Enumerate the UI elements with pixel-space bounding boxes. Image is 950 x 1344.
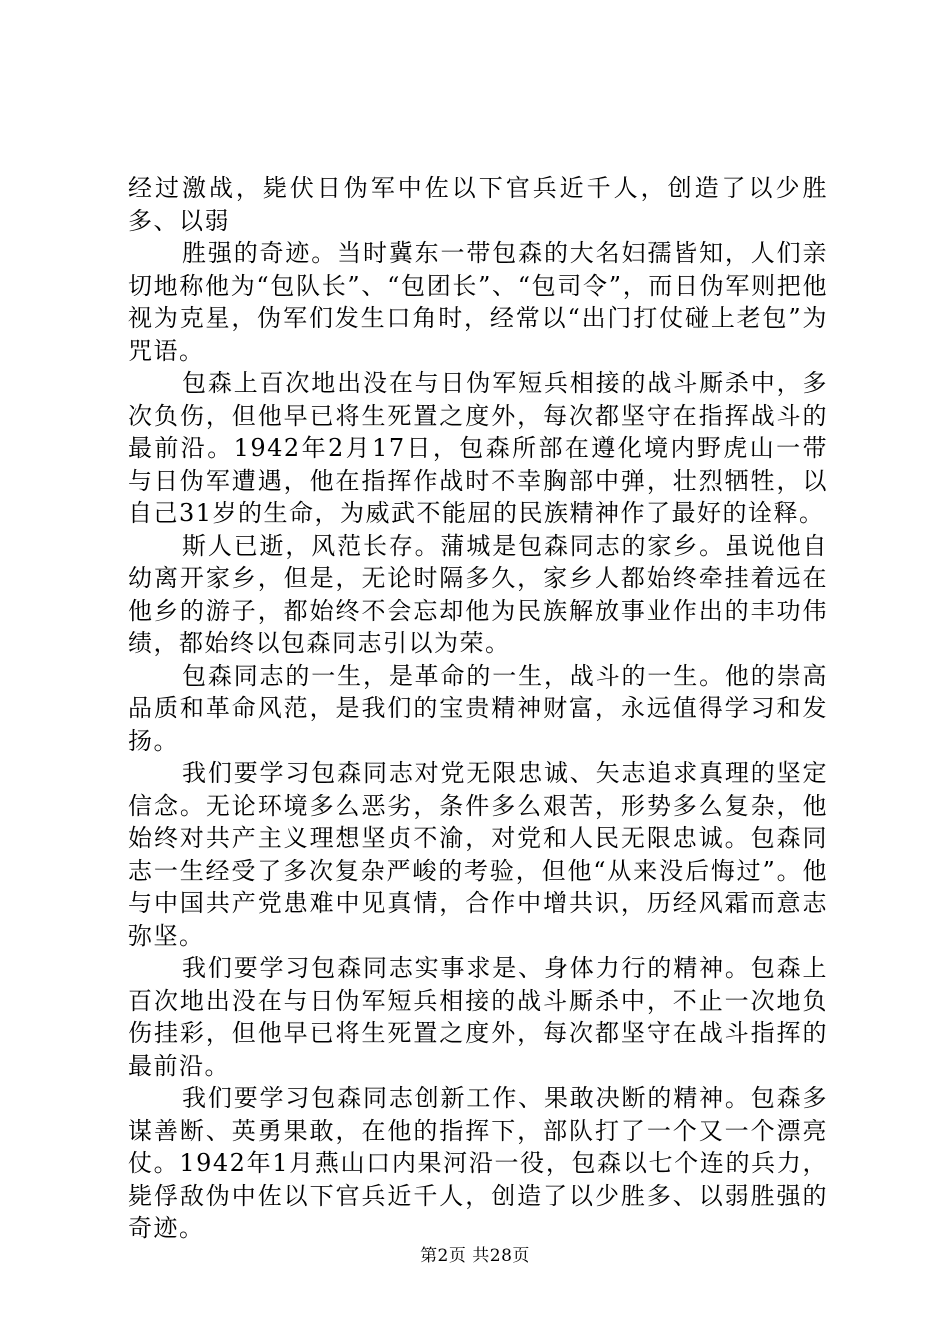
paragraph-2: 胜强的奇迹。当时冀东一带包森的大名妇孺皆知，人们亲切地称他为“包队长”、“包团长”、“包司令”，而日伪军则把他视为克星，伪军们发生口角时，经常以“出门打仗碰上老包”为咒语。 <box>128 239 828 365</box>
paragraph-3: 包森上百次地出没在与日伪军短兵相接的战斗厮杀中，多次负伤，但他早已将生死置之度外，每次都坚守在指挥战斗的最前沿。1942年2月17日，包森所部在遵化境内野虎山一带与日伪军遭遇，他在指挥作战时不幸胸部中弹，壮烈牺牲，以自己31岁的生命，为威武不能屈的民族精神作了最好的诠释。 <box>128 369 828 527</box>
page-footer <box>0 1244 950 1268</box>
document-body <box>128 172 828 1245</box>
paragraph-8: 我们要学习包森同志创新工作、果敢决断的精神。包森多谋善断、英勇果敢，在他的指挥下，部队打了一个又一个漂亮仗。1942年1月燕山口内果河沿一役，包森以七个连的兵力，毙俘敌伪中佐以下官兵近千人，创造了以少胜多、以弱胜强的奇迹。 <box>128 1084 828 1242</box>
paragraph-6: 我们要学习包森同志对党无限忠诚、矢志追求真理的坚定信念。无论环境多么恶劣，条件多么艰苦，形势多么复杂，他始终对共产主义理想坚贞不渝，对党和人民无限忠诚。包森同志一生经受了多次复杂严峻的考验，但他“从来没后悔过”。他与中国共产党患难中见真情，合作中增共识，历经风霜而意志弥坚。 <box>128 759 828 950</box>
paragraph-4: 斯人已逝，风范长存。蒲城是包森同志的家乡。虽说他自幼离开家乡，但是，无论时隔多久，家乡人都始终牵挂着远在他乡的游子，都始终不会忘却他为民族解放事业作出的丰功伟绩，都始终以包森同志引以为荣。 <box>128 531 828 657</box>
paragraph-7: 我们要学习包森同志实事求是、身体力行的精神。包森上百次地出没在与日伪军短兵相接的战斗厮杀中，不止一次地负伤挂彩，但他早已将生死置之度外，每次都坚守在战斗指挥的最前沿。 <box>128 954 828 1080</box>
paragraph-1: 经过激战，毙伏日伪军中佐以下官兵近千人，创造了以少胜多、以弱 <box>128 174 828 235</box>
page-number-label: 第2页 共28页 <box>420 1246 530 1266</box>
paragraph-5: 包森同志的一生，是革命的一生，战斗的一生。他的崇高品质和革命风范，是我们的宝贵精神财富，永远值得学习和发扬。 <box>128 661 828 755</box>
